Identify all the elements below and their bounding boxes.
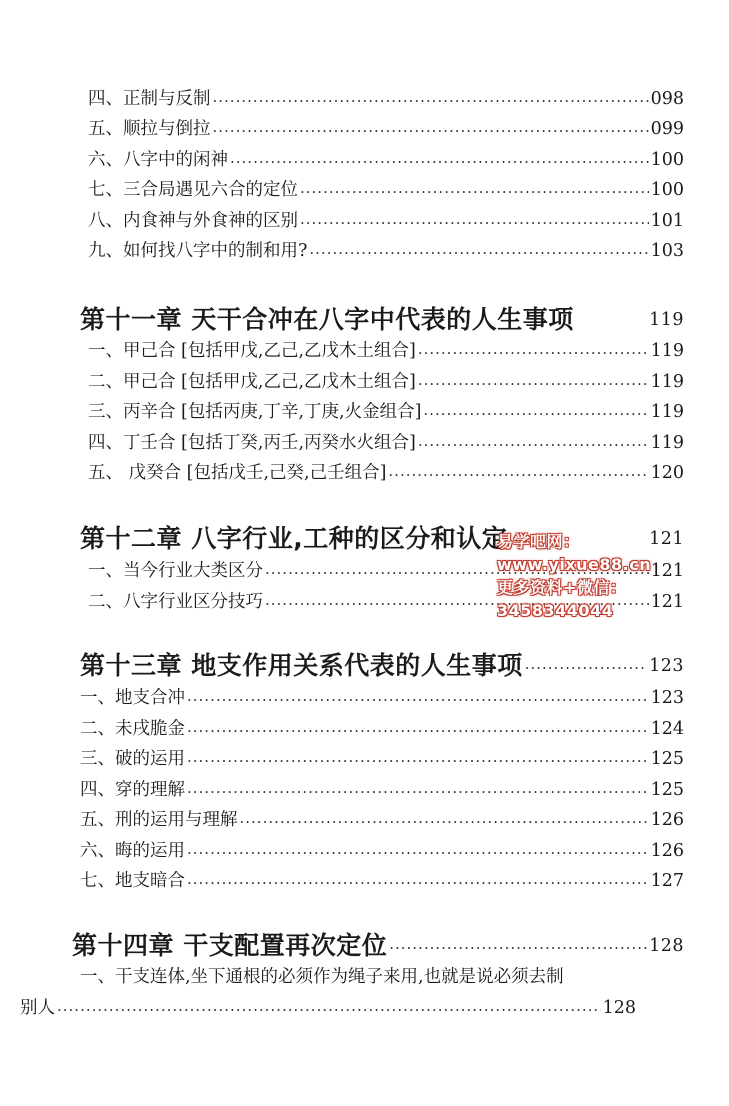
toc-entry xyxy=(80,685,684,711)
leader-dots xyxy=(418,373,649,395)
chapter-page: 128 xyxy=(649,936,684,956)
toc-entry xyxy=(88,208,684,234)
toc-entry xyxy=(88,147,684,173)
entry-label: 七、地支暗合 xyxy=(80,871,185,891)
entry-label: 八、内食神与外食神的区别 xyxy=(88,211,298,231)
entry-label: 五、顺拉与倒拉 xyxy=(88,119,211,139)
entry-label: 六、八字中的闲神 xyxy=(88,150,228,170)
entry-label: 三、破的运用 xyxy=(80,749,185,769)
toc-entry xyxy=(88,177,684,203)
chapter-page: 123 xyxy=(649,656,684,676)
entry-page: 119 xyxy=(650,433,684,453)
watermark-line: 更多资料+微信：3458344044 xyxy=(497,578,627,620)
entry-page: 100 xyxy=(650,150,684,170)
leader-dots xyxy=(309,242,648,264)
toc-entry xyxy=(88,238,684,264)
entry-label: 三、丙辛合 [包括丙庚,丁辛,丁庚,火金组合] xyxy=(88,402,422,422)
toc-entry xyxy=(80,746,684,772)
leader-dots xyxy=(187,689,649,711)
chapter-page: 121 xyxy=(649,529,684,549)
toc-entry xyxy=(80,716,684,742)
entry-page: 120 xyxy=(650,463,684,483)
entry-label: 五、刑的运用与理解 xyxy=(80,810,238,830)
leader-dots xyxy=(187,750,649,772)
toc-entry xyxy=(80,777,684,803)
toc-entry xyxy=(80,807,684,833)
chapter-heading xyxy=(72,928,684,964)
toc-entry xyxy=(88,369,684,395)
entry-page: 101 xyxy=(650,211,684,231)
entry-page: 123 xyxy=(650,688,684,708)
entry-label: 二、甲己合 [包括甲戊,乙己,乙戊木土组合] xyxy=(88,372,416,392)
entry-label: 二、未戌脆金 xyxy=(80,719,185,739)
leader-dots xyxy=(418,434,649,456)
entry-page: 100 xyxy=(650,180,684,200)
leader-dots xyxy=(187,842,649,864)
toc-entry-wrapped-line2 xyxy=(20,995,636,1021)
leader-dots xyxy=(187,872,649,894)
entry-label: 一、当今行业大类区分 xyxy=(88,561,263,581)
leader-dots xyxy=(423,403,648,425)
entry-page: 126 xyxy=(650,841,684,861)
chapter-heading xyxy=(80,648,684,684)
chapter-page: 119 xyxy=(649,310,684,330)
chapter-title: 第十四章 干支配置再次定位 xyxy=(72,931,388,960)
entry-page: 099 xyxy=(650,119,684,139)
entry-label: 九、如何找八字中的制和用? xyxy=(88,241,308,261)
entry-label: 四、穿的理解 xyxy=(80,780,185,800)
entry-page: 125 xyxy=(650,780,684,800)
toc-entry-wrapped-line1: 一、干支连体,坐下通根的必须作为绳子来用,也就是说必须去制 xyxy=(80,967,564,987)
entry-label: 四、正制与反制 xyxy=(88,89,211,109)
toc-entry xyxy=(88,430,684,456)
entry-page: 119 xyxy=(650,402,684,422)
entry-label: 五、 戊癸合 [包括戊壬,己癸,己壬组合] xyxy=(88,463,387,483)
entry-page: 125 xyxy=(650,749,684,769)
entry-page: 126 xyxy=(650,810,684,830)
leader-dots xyxy=(240,811,649,833)
entry-label: 别人 xyxy=(20,998,55,1018)
watermark-line: 易学吧网：www.yixue88.cn xyxy=(497,532,652,574)
leader-dots xyxy=(418,342,649,364)
leader-dots xyxy=(57,999,601,1021)
toc-entry xyxy=(80,868,684,894)
leader-dots xyxy=(187,720,649,742)
entry-label: 一、甲己合 [包括甲戊,乙己,乙戊木土组合] xyxy=(88,341,416,361)
toc-entry xyxy=(88,86,684,112)
entry-page: 127 xyxy=(650,871,684,891)
leader-dots xyxy=(525,662,647,684)
leader-dots xyxy=(230,151,649,173)
entry-label: 七、三合局遇见六合的定位 xyxy=(88,180,298,200)
leader-dots xyxy=(388,464,648,486)
entry-page: 121 xyxy=(650,592,684,612)
toc-entry xyxy=(88,338,684,364)
leader-dots xyxy=(213,120,649,142)
entry-page: 103 xyxy=(650,241,684,261)
toc-entry xyxy=(80,838,684,864)
leader-dots xyxy=(300,212,649,234)
toc-entry xyxy=(88,116,684,142)
chapter-title: 第十一章 天干合冲在八字中代表的人生事项 xyxy=(80,305,574,334)
chapter-heading xyxy=(80,302,684,338)
entry-page: 128 xyxy=(602,998,636,1018)
entry-label: 一、地支合冲 xyxy=(80,688,185,708)
leader-dots xyxy=(300,181,649,203)
chapter-title: 第十二章 八字行业,工种的区分和认定 xyxy=(80,524,508,553)
toc-entry xyxy=(88,399,684,425)
leader-dots xyxy=(187,781,649,803)
entry-label: 六、晦的运用 xyxy=(80,841,185,861)
watermark-overlay xyxy=(497,530,719,622)
entry-label: 四、丁壬合 [包括丁癸,丙壬,丙癸水火组合] xyxy=(88,433,416,453)
entry-page: 119 xyxy=(650,341,684,361)
entry-page: 119 xyxy=(650,372,684,392)
toc-entry xyxy=(88,460,684,486)
leader-dots xyxy=(389,942,647,964)
chapter-title: 第十三章 地支作用关系代表的人生事项 xyxy=(80,651,523,680)
entry-page: 098 xyxy=(650,89,684,109)
entry-label: 二、八字行业区分技巧 xyxy=(88,592,263,612)
entry-page: 124 xyxy=(650,719,684,739)
leader-dots xyxy=(213,90,649,112)
entry-page: 121 xyxy=(650,561,684,581)
